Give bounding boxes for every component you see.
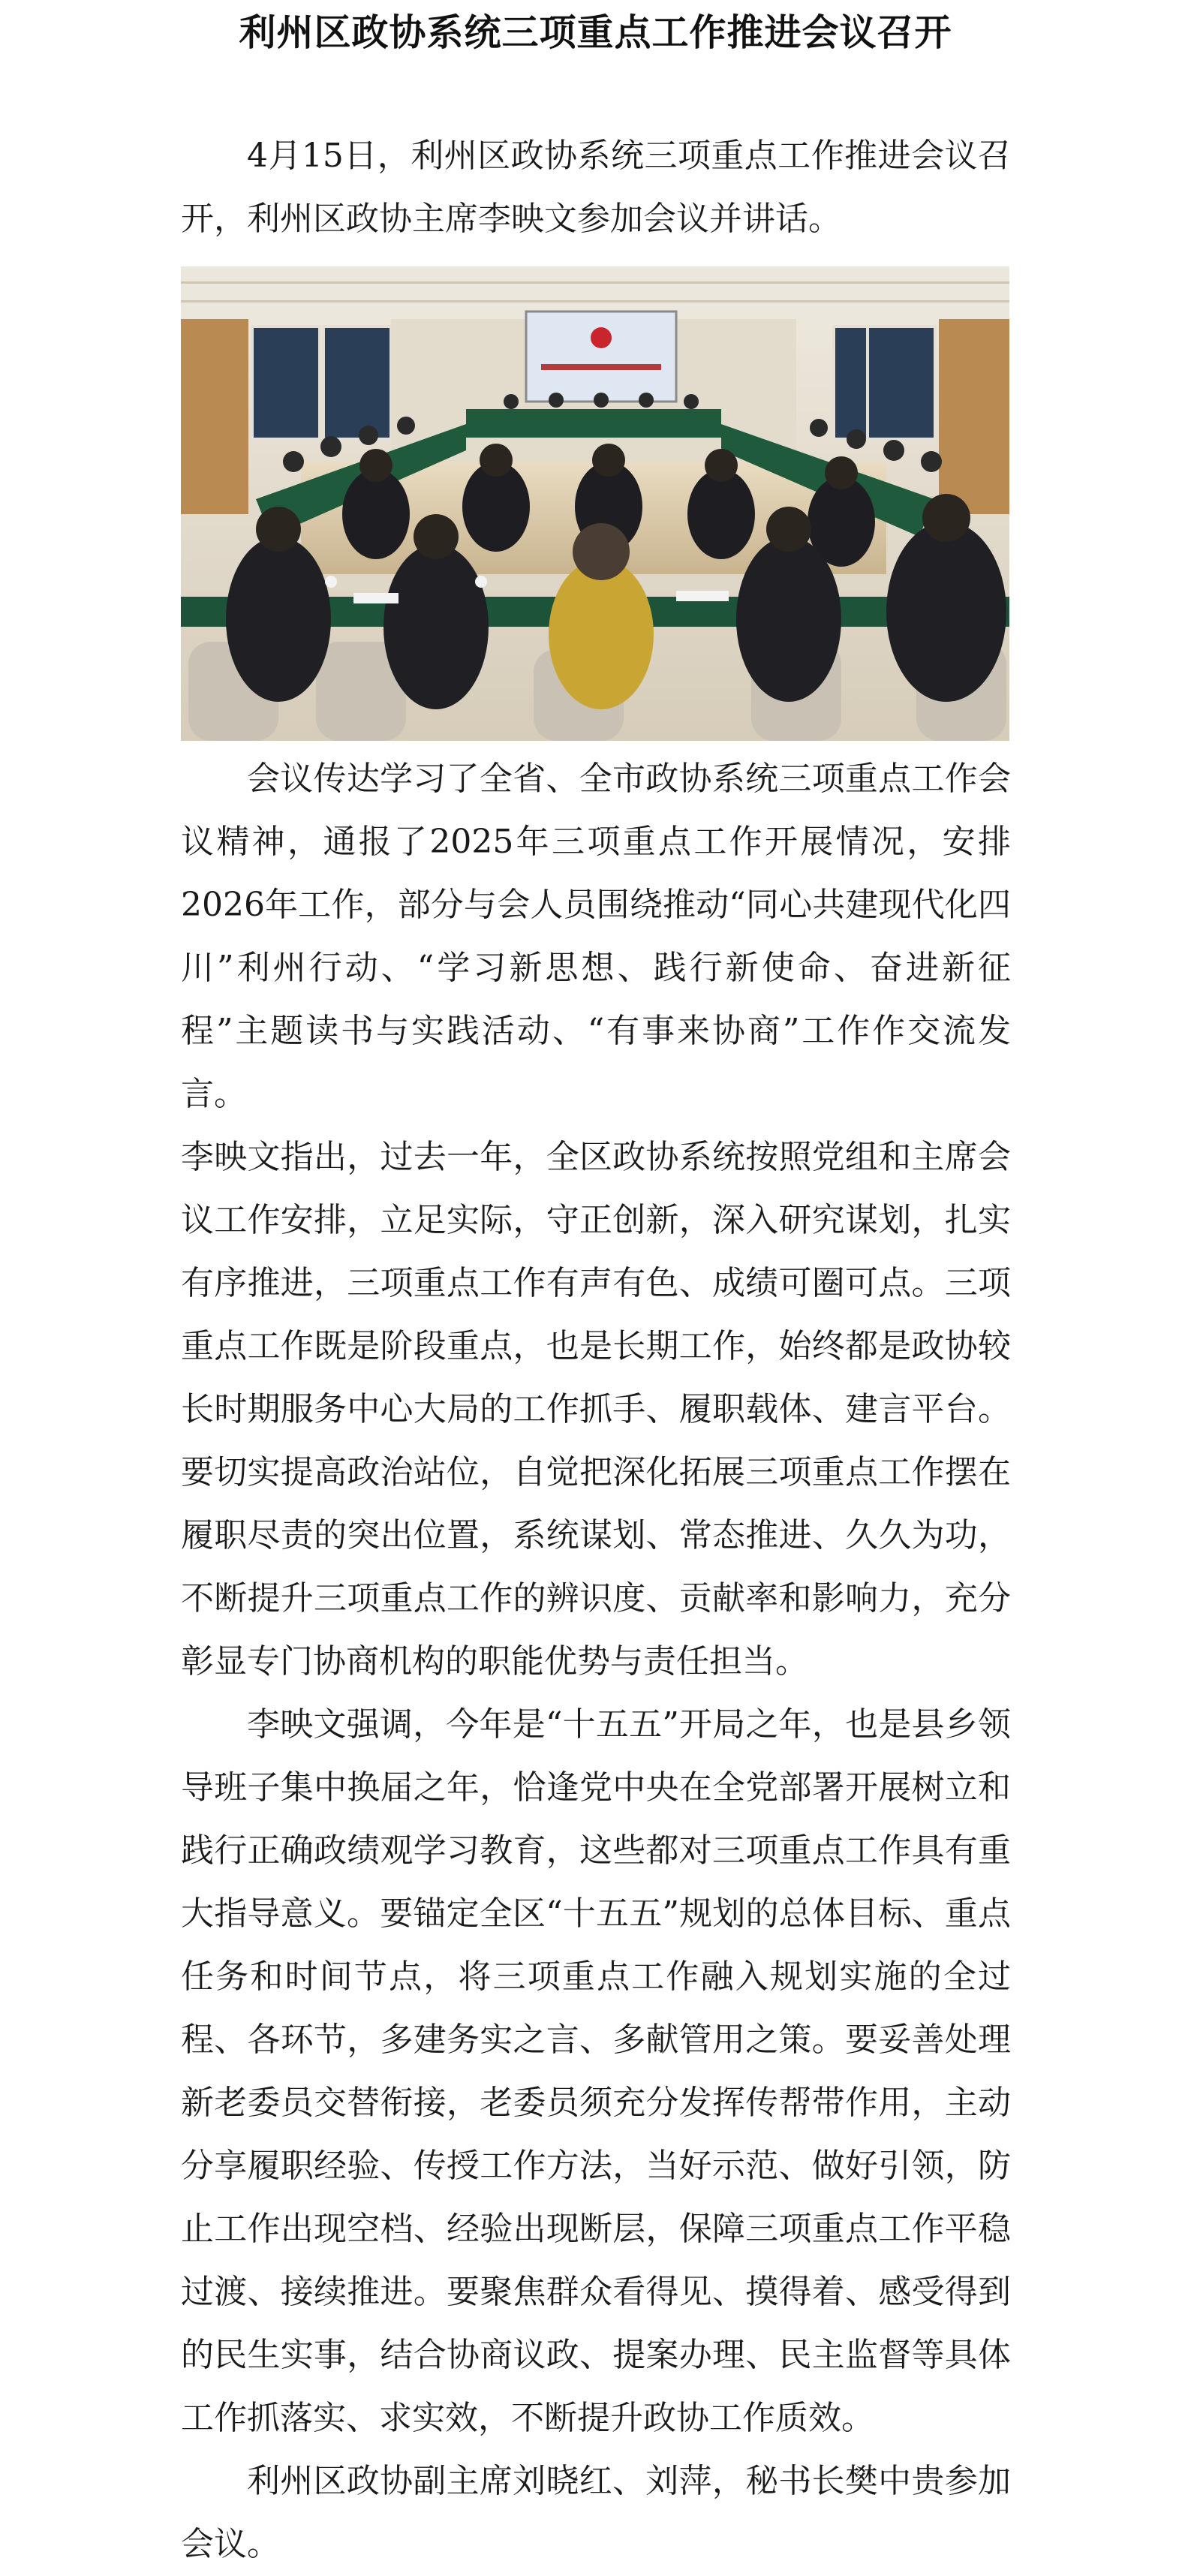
paragraph-attendees: 利州区政协副主席刘晓红、刘萍，秘书长樊中贵参加会议。 bbox=[181, 2462, 1011, 2563]
paragraph-li-emphasized: 李映文强调，今年是“十五五”开局之年，也是县乡领导班子集中换届之年，恰逢党中央在全党部署开展树立和践行正确政绩观学习教育，这些都对三项重点工作具有重大指导意义。要锚定全区“十五五”规划的总体目标、重点任务和时间节点，将三项重点工作融入规划实施的全过程、各环节，多建务实之言、多献管用之策。要妥善处理新老委员交替衔接，老委员须充分发挥传帮带作用，主动分享履职经验、传授工作方法，当好示范、做好引领，防止工作出现空档、经验出现断层，保障三项重点工作平稳过渡、接续推进。要聚焦群众看得见、摸得着、感受得到的民生实事，结合协商议政、提案办理、民主监督等具体工作抓落实、求实效，不断提升政协工作质效。 bbox=[181, 1705, 1011, 2437]
meeting-photo-icon bbox=[181, 266, 1009, 741]
meeting-photo bbox=[181, 266, 1009, 741]
article-title: 利州区政协系统三项重点工作推进会议召开 bbox=[239, 11, 952, 54]
content-block-2 bbox=[181, 748, 1011, 2576]
paragraph-intro: 4月15日，利州区政协系统三项重点工作推进会议召开，利州区政协主席李映文参加会议并讲话。 bbox=[181, 137, 1011, 238]
paragraph-meeting-summary: 会议传达学习了全省、全市政协系统三项重点工作会议精神，通报了2025年三项重点工作开展情况，安排2026年工作，部分与会人员围绕推动“同心共建现代化四川”利州行动、“学习新思想、践行新使命、奋进新征程”主题读书与实践活动、“有事来协商”工作作交流发言。 bbox=[181, 760, 1011, 1113]
paragraph-li-pointed-out: 李映文指出，过去一年，全区政协系统按照党组和主席会议工作安排，立足实际，守正创新，深入研究谋划，扎实有序推进，三项重点工作有声有色、成绩可圈可点。三项重点工作既是阶段重点，也是长期工作，始终都是政协较长时期服务中心大局的工作抓手、履职载体、建言平台。要切实提高政治站位，自觉把深化拓展三项重点工作摆在履职尽责的突出位置，系统谋划、常态推进、久久为功，不断提升三项重点工作的辨识度、贡献率和影响力，充分彰显专门协商机构的职能优势与责任担当。 bbox=[181, 1138, 1011, 1681]
content-block-1 bbox=[181, 125, 1011, 251]
